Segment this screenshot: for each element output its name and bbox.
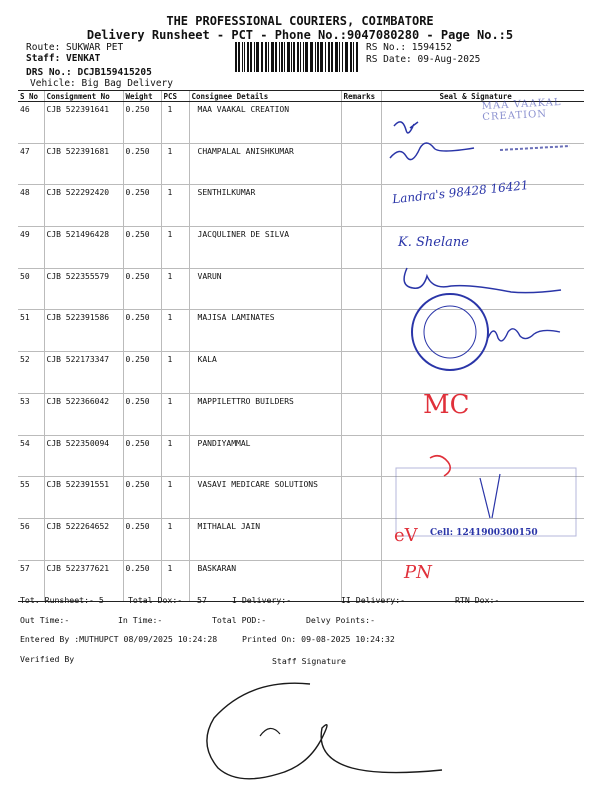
row-sno: 55 (18, 477, 44, 519)
row-remarks (341, 352, 381, 394)
row-consignment-no: CJB 522264652 (44, 518, 123, 560)
row-sno: 47 (18, 143, 44, 185)
row-pcs: 1 (161, 477, 189, 519)
row-sno: 48 (18, 185, 44, 227)
signature-57: PN (404, 562, 432, 583)
signature-53: MC (423, 390, 470, 420)
row-consignee: KALA (189, 352, 341, 394)
i-delivery: I Delivery:- (232, 595, 292, 605)
row-consignment-no: CJB 522391641 (44, 102, 123, 144)
row-sno: 51 (18, 310, 44, 352)
row-sno: 56 (18, 518, 44, 560)
row-sno: 49 (18, 227, 44, 269)
row-consignee: CHAMPALAL ANISHKUMAR (189, 143, 341, 185)
row-consignment-no: CJB 522355579 (44, 268, 123, 310)
col-pcs: PCS (161, 91, 189, 102)
in-time: In Time:- (118, 615, 163, 625)
row-weight: 0.250 (123, 310, 161, 352)
delvy-points: Delvy Points:- (306, 615, 376, 625)
row-sno: 52 (18, 352, 44, 394)
row-remarks (341, 185, 381, 227)
staff-label: Staff: VENKAT (26, 53, 101, 64)
row-consignee: MAPPILETTRO BUILDERS (189, 393, 341, 435)
row-consignment-no: CJB 522391681 (44, 143, 123, 185)
table-row (18, 393, 584, 435)
vehicle-label: Vehicle: Big Bag Delivery (30, 78, 173, 89)
col-weight: Weight (123, 91, 161, 102)
row-weight: 0.250 (123, 102, 161, 144)
company-title: THE PROFESSIONAL COURIERS, COIMBATORE (166, 14, 434, 28)
signature-51-icon (484, 318, 564, 348)
rs-number: RS No.: 1594152 (366, 42, 452, 53)
row-consignee: MAJISA LAMINATES (189, 310, 341, 352)
staff-signature-label: Staff Signature (272, 656, 346, 666)
row-remarks (341, 143, 381, 185)
row-consignee: BASKARAN (189, 560, 341, 602)
col-consignment: Consignment No (44, 91, 123, 102)
row-consignment-no: CJB 522377621 (44, 560, 123, 602)
route-label: Route: SUKWAR PET (26, 42, 124, 53)
row-remarks (341, 477, 381, 519)
rs-date: RS Date: 09-Aug-2025 (366, 54, 481, 65)
row-remarks (341, 310, 381, 352)
row-pcs: 1 (161, 560, 189, 602)
verified-by: Verified By (20, 654, 75, 664)
signature-47-icon (380, 112, 585, 168)
row-consignee: VARUN (189, 268, 341, 310)
signature-49: K. Shelane (398, 235, 469, 250)
printed-on: Printed On: 09-08-2025 10:24:32 (242, 634, 395, 644)
row-weight: 0.250 (123, 185, 161, 227)
ii-delivery: II Delivery:- (341, 595, 406, 605)
total-pod: Total POD:- (212, 615, 267, 625)
barcode (235, 42, 359, 72)
entered-by: Entered By :MUTHUPCT 08/09/2025 10:24:28 (20, 634, 218, 644)
row-pcs: 1 (161, 393, 189, 435)
row-pcs: 1 (161, 310, 189, 352)
row-weight: 0.250 (123, 393, 161, 435)
row-pcs: 1 (161, 268, 189, 310)
row-consignee: MITHALAL JAIN (189, 518, 341, 560)
row-remarks (341, 268, 381, 310)
row-weight: 0.250 (123, 560, 161, 602)
row-consignment-no: CJB 522350094 (44, 435, 123, 477)
staff-signature-icon (200, 676, 460, 786)
row-consignee: SENTHILKUMAR (189, 185, 341, 227)
round-seal-icon (408, 290, 494, 376)
table-row (18, 352, 584, 394)
tot-runsheet: Tot. Runsheet:- 5 (20, 595, 104, 605)
row-pcs: 1 (161, 435, 189, 477)
row-sno: 57 (18, 560, 44, 602)
row-weight: 0.250 (123, 477, 161, 519)
col-remarks: Remarks (341, 91, 381, 102)
runsheet-title: Delivery Runsheet - PCT - Phone No.:9047080280 - Page No.:5 (86, 28, 514, 42)
row-weight: 0.250 (123, 268, 161, 310)
row-weight: 0.250 (123, 435, 161, 477)
row-weight: 0.250 (123, 518, 161, 560)
row-consignee: PANDIYAMMAL (189, 435, 341, 477)
drs-number: DRS No.: DCJB159415205 (26, 67, 152, 78)
row-weight: 0.250 (123, 352, 161, 394)
row-sno: 46 (18, 102, 44, 144)
row-consignee: VASAVI MEDICARE SOLUTIONS (189, 477, 341, 519)
row-pcs: 1 (161, 227, 189, 269)
col-consignee: Consignee Details (189, 91, 341, 102)
row-remarks (341, 102, 381, 144)
row-weight: 0.250 (123, 227, 161, 269)
row-pcs: 1 (161, 143, 189, 185)
col-sno: S No (18, 91, 44, 102)
row-pcs: 1 (161, 352, 189, 394)
signature-56: eV (394, 525, 418, 546)
row-pcs: 1 (161, 185, 189, 227)
rtn-dox: RTN Dox:- (455, 595, 500, 605)
total-dox: Total Dox:- 57 (128, 595, 207, 605)
row-consignment-no: CJB 522173347 (44, 352, 123, 394)
row-consignment-no: CJB 522391586 (44, 310, 123, 352)
row-consignee: JACQULINER DE SILVA (189, 227, 341, 269)
row-sno: 53 (18, 393, 44, 435)
col-seal-signature: Seal & Signature (381, 91, 584, 102)
out-time: Out Time:- (20, 615, 70, 625)
row-consignment-no: CJB 521496428 (44, 227, 123, 269)
row-remarks (341, 393, 381, 435)
row-pcs: 1 (161, 102, 189, 144)
row-remarks (341, 518, 381, 560)
row-seal-signature (381, 393, 584, 435)
row-consignment-no: CJB 522292420 (44, 185, 123, 227)
row-consignment-no: CJB 522366042 (44, 393, 123, 435)
row-remarks (341, 435, 381, 477)
row-weight: 0.250 (123, 143, 161, 185)
row-sno: 50 (18, 268, 44, 310)
row-sno: 54 (18, 435, 44, 477)
stamp-phone: Cell: 1241900300150 (430, 528, 538, 538)
row-pcs: 1 (161, 518, 189, 560)
stamp-text: MAA VAAKAL CREATION (481, 96, 562, 124)
row-consignment-no: CJB 522391551 (44, 477, 123, 519)
row-consignee: MAA VAAKAL CREATION (189, 102, 341, 144)
row-remarks (341, 227, 381, 269)
signature-48: Landra's 98428 16421 (391, 178, 530, 207)
